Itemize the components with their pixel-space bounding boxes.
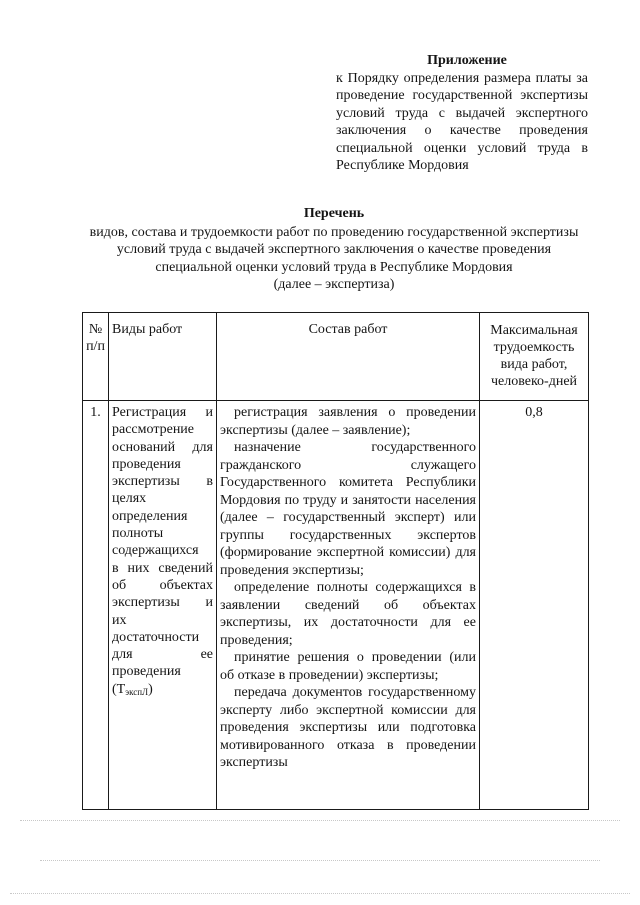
formula-subscript: экспЛ — [125, 686, 149, 697]
kind-line: их — [112, 612, 127, 628]
row-composition — [217, 401, 480, 810]
heading-note: (далее – экспертиза) — [273, 277, 395, 292]
kind-line: проведения — [112, 456, 181, 472]
kind-line: экспертизы и — [112, 595, 213, 611]
row-num: 1. — [83, 401, 109, 810]
heading-title: Перечень — [303, 206, 365, 221]
row-max-value: 0,8 — [480, 401, 589, 810]
kind-line: экспертизы в — [112, 474, 213, 490]
scan-noise-line — [20, 820, 620, 822]
composition-item: передача документов государственному эксперту либо экспертной комиссии для проведения экспертизы или подготовка мотивированного отказа в проведении экспертизы — [220, 685, 476, 770]
scan-noise-line — [40, 860, 600, 862]
kind-line: проведения — [112, 664, 181, 680]
header-composition: Состав работ — [217, 313, 480, 401]
header-kind: Виды работ — [109, 313, 217, 401]
kind-line: достаточности — [112, 629, 200, 645]
kind-line: для ее — [112, 647, 213, 663]
kind-line: об объектах — [112, 577, 213, 593]
kind-line: Регистрация и — [112, 405, 213, 420]
composition-item: принятие решения о проведении (или об отказе в проведении) экспертизы; — [220, 650, 476, 683]
kind-line: содержащихся — [112, 543, 199, 559]
table-header-row — [83, 313, 589, 401]
kind-line: в них сведений — [112, 560, 213, 576]
kind-line: целях — [112, 491, 147, 507]
appendix-title: Приложение — [427, 53, 507, 68]
composition-item: назначение государственного гражданского служащего Государственного комитета Республики Мордовия по труду и занятости населения (далее – государственный эксперт) или группы государственных экспертов (формирование экспертной комиссии) для проведения экспертизы; — [220, 440, 476, 578]
kind-line: определения — [112, 508, 188, 524]
kind-line: полноты — [112, 526, 164, 542]
document-heading — [80, 205, 588, 294]
composition-item: регистрация заявления о проведении экспертизы (далее – заявление); — [220, 405, 476, 438]
table-row — [83, 401, 589, 810]
appendix-text: к Порядку определения размера платы за проведение государственной экспертизы условий труда с выдачей экспертного заключения о качестве проведения специальной оценки условий труда в Республике Мордовия — [336, 70, 588, 173]
heading-subtitle: видов, состава и трудоемкости работ по проведению государственной экспертизы условий труда с выдачей экспертного заключения о качестве проведения специальной оценки условий труда в Республике Мордовия — [89, 224, 579, 275]
kind-line: рассмотрение — [112, 422, 195, 438]
scan-noise-line — [10, 893, 630, 895]
works-table — [82, 312, 589, 810]
header-max: Максимальная трудоемкость вида работ, человеко-дней — [480, 313, 589, 401]
kind-line: оснований для — [112, 439, 213, 455]
row-kind — [109, 401, 217, 810]
composition-item: определение полноты содержащихся в заявлении сведений об объектах экспертизы, их достаточности для ее проведения; — [220, 580, 476, 648]
header-num: № п/п — [83, 313, 109, 401]
kind-formula: $(Т_{экспЛ})$ — [112, 681, 153, 697]
appendix-block — [336, 52, 588, 175]
